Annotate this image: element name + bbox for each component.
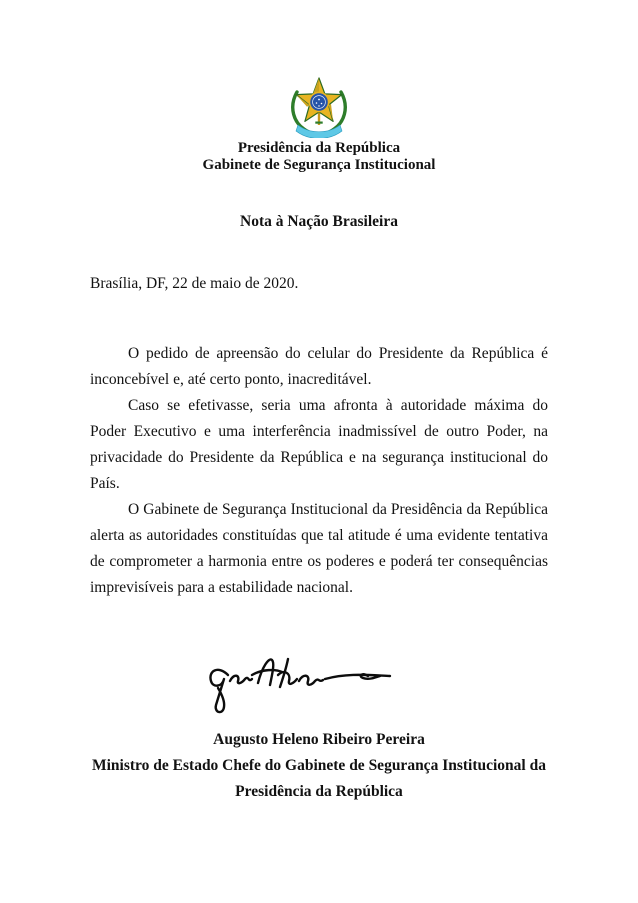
document-body — [90, 273, 548, 601]
paragraph: Caso se efetivasse, seria uma afronta à autoridade máxima do Poder Executivo e uma interferência inadmissível de outro Poder, na privacidade do Presidente da República e na segurança institucional do País. — [90, 397, 548, 492]
signatory — [0, 727, 638, 805]
signatory-name: Augusto Heleno Ribeiro Pereira — [213, 731, 425, 748]
handwritten-signature-image — [202, 645, 402, 717]
letterhead-org-line1: Presidência da República — [237, 140, 401, 156]
dateline: Brasília, DF, 22 de maio de 2020. — [90, 275, 299, 292]
signatory-role-line2: Presidência da República — [235, 783, 403, 800]
letterhead-emblem — [0, 0, 638, 138]
signature-block — [0, 645, 604, 717]
brazil-coat-of-arms-icon — [287, 76, 351, 138]
paragraph: O pedido de apreensão do celular do Presidente da República é inconcebível e, até certo ponto, inacreditável. — [90, 345, 548, 388]
body-paragraphs — [90, 341, 548, 601]
paragraph: O Gabinete de Segurança Institucional da Presidência da República alerta as autoridades constituídas que tal atitude é uma evidente tentativa de comprometer a harmonia entre os poderes e poderá ter consequências imprevisíveis para a estabilidade nacional. — [90, 501, 548, 596]
letterhead-org-line2: Gabinete de Segurança Institucional — [202, 157, 436, 173]
letterhead — [0, 140, 638, 174]
signatory-role-line1: Ministro de Estado Chefe do Gabinete de Segurança Institucional da — [92, 757, 546, 774]
document-title: Nota à Nação Brasileira — [240, 213, 398, 230]
